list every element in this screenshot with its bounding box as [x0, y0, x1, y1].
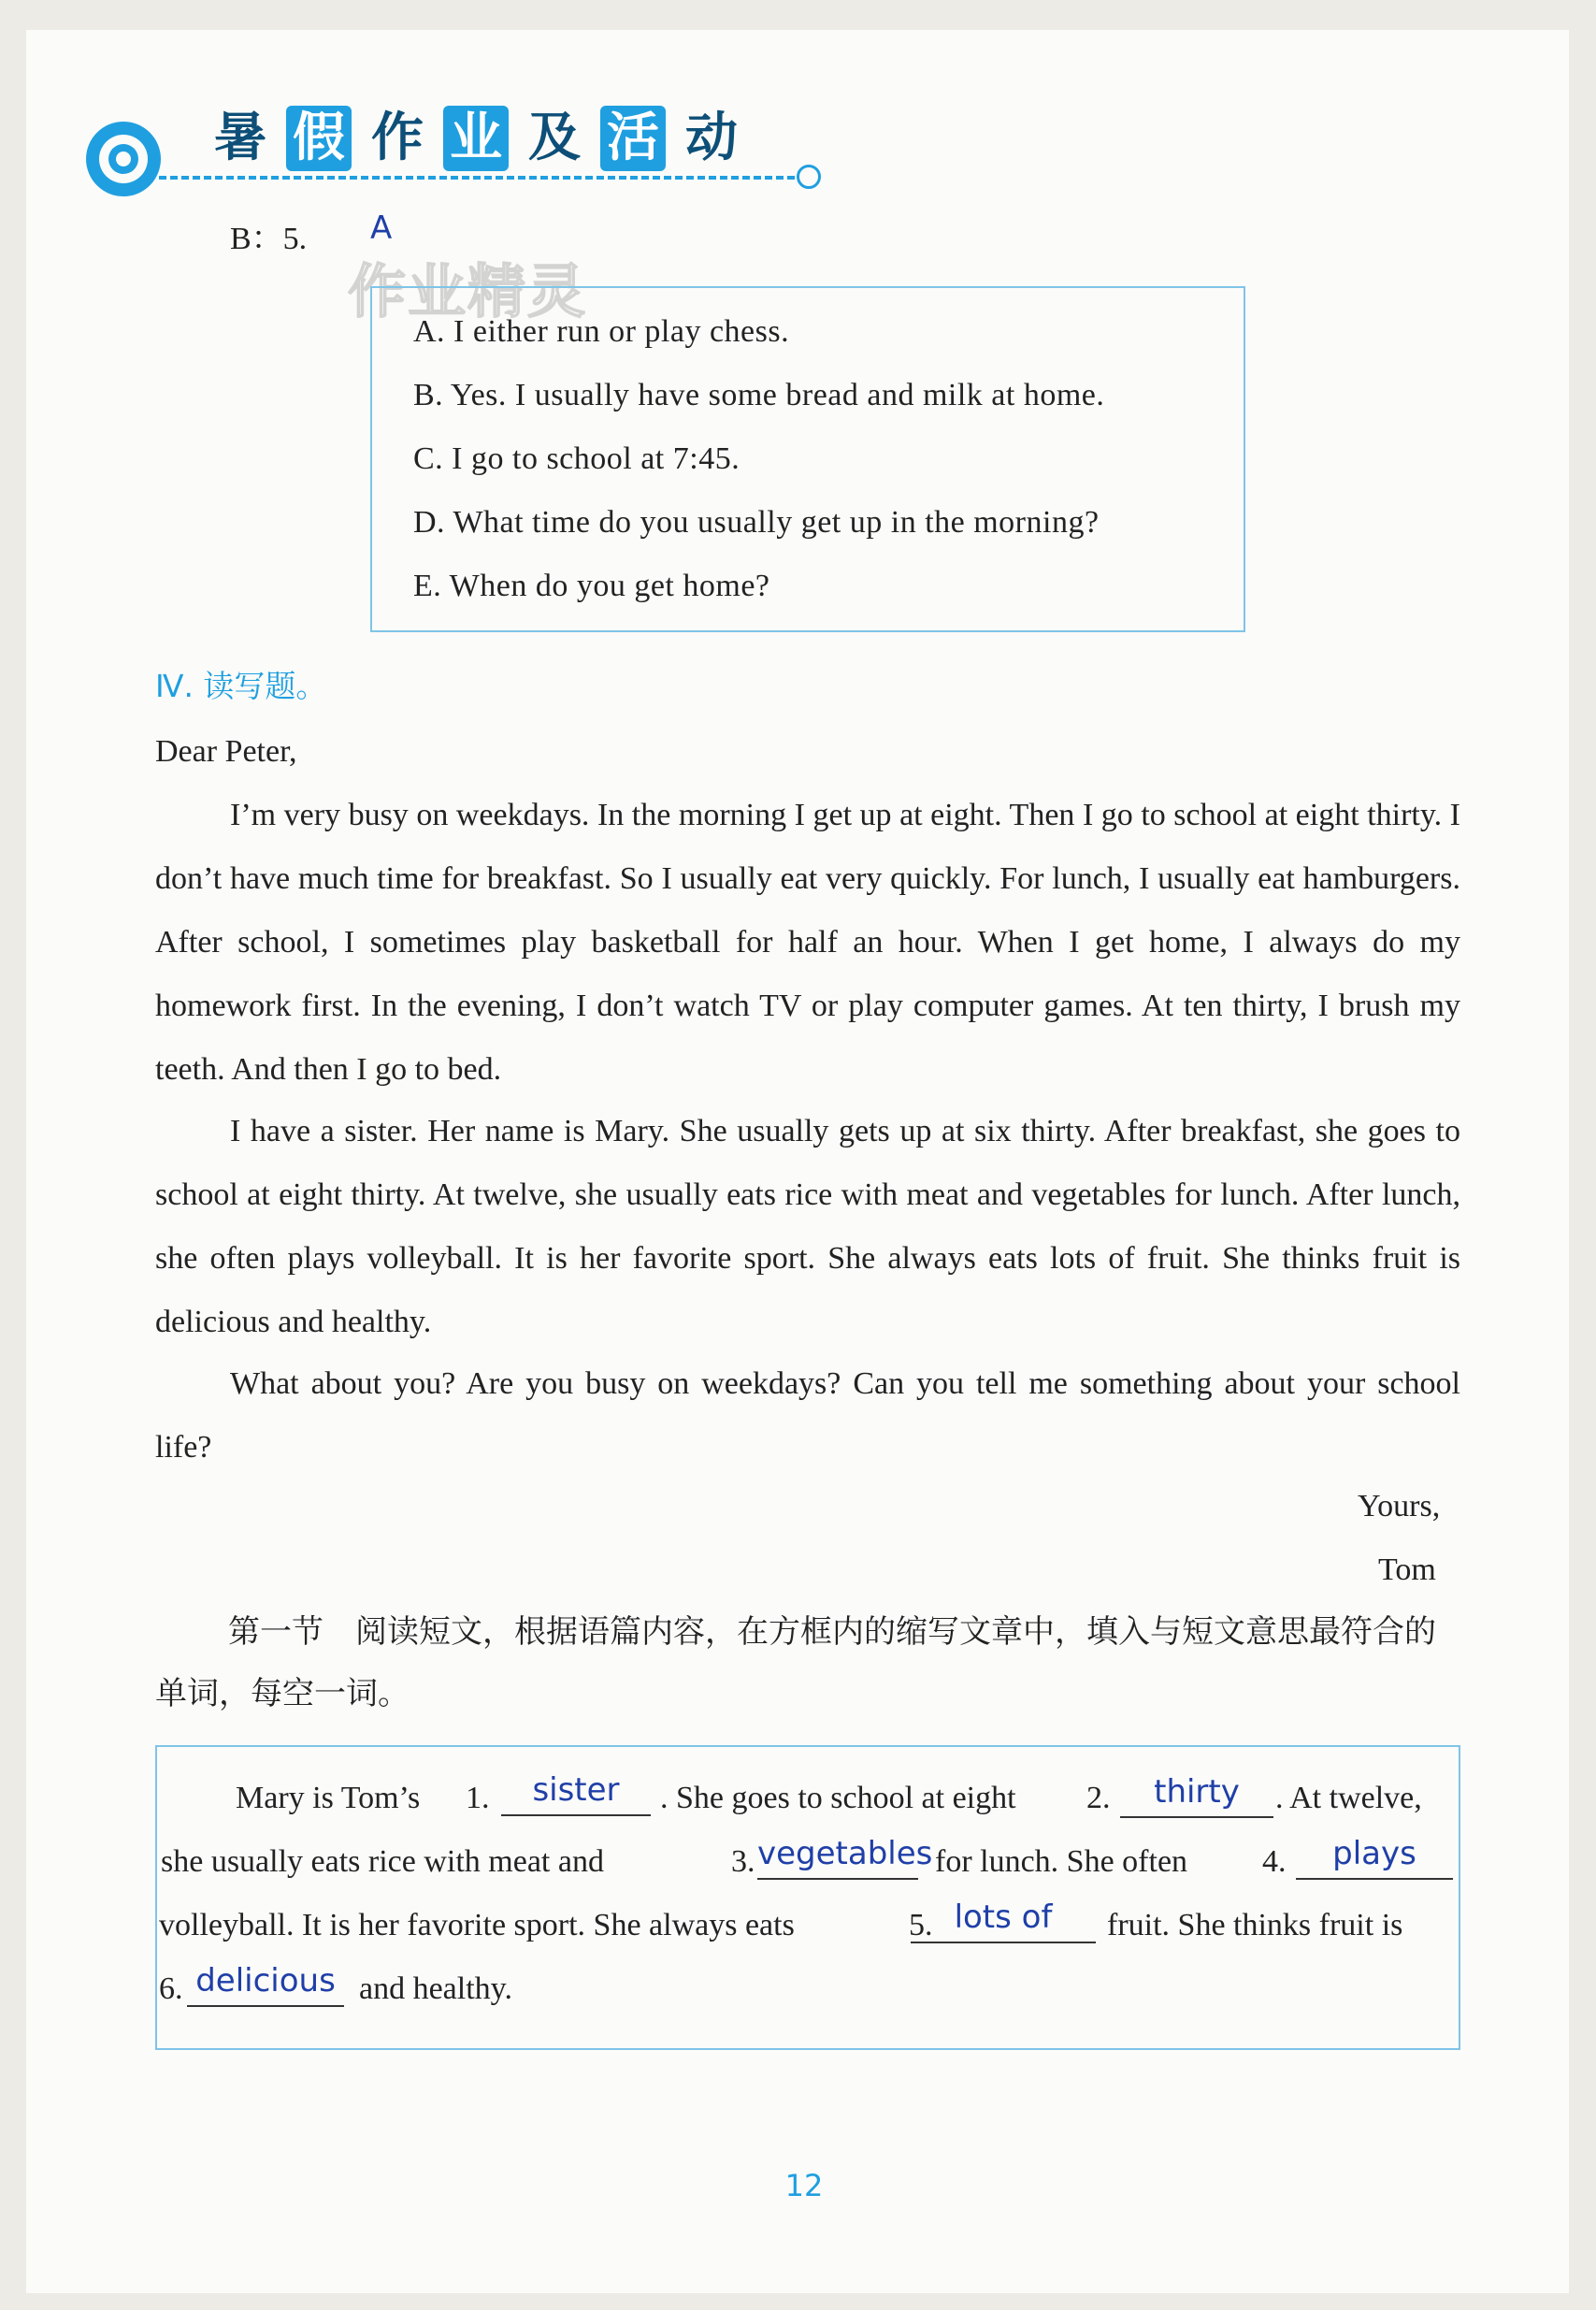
header-char: 暑 — [214, 108, 266, 168]
header-title — [208, 105, 744, 172]
blank-number: 6. — [159, 1971, 183, 2006]
instruction: 第一节 阅读短文，根据语篇内容，在方框内的缩写文章中，填入与短文意思最符合的单词，每空一词。 — [155, 1613, 1436, 1712]
option-a: A. I either run or play chess. — [413, 314, 790, 349]
summary-text: Mary is Tom’s — [236, 1781, 421, 1815]
letter-salutation: Dear Peter, — [155, 734, 297, 769]
summary-text: fruit. She thinks fruit is — [1107, 1908, 1403, 1942]
page-number: 12 — [762, 2168, 846, 2209]
target-logo-icon — [86, 122, 161, 196]
blank-number: 2. — [1086, 1781, 1111, 1815]
part-b-label: B：5. — [230, 222, 308, 256]
option-d: D. What time do you usually get up in the morning? — [413, 505, 1100, 540]
header-char: 及 — [528, 108, 581, 168]
summary-text: . At twelve, — [1275, 1781, 1422, 1815]
header-divider — [159, 176, 795, 180]
answer-blank-3[interactable]: vegetables — [757, 1835, 918, 1880]
letter-paragraph-2: I have a sister. Her name is Mary. She usually gets up at six thirty. After breakfast, she goes to school at eight thirty. At twelve, she usually eats rice with meat and vegetables for lunch. After lunch, she often plays volleyball. It is her favorite sport. She always eats lots of fruit. She thinks fruit is delicious and healthy. — [155, 1114, 1460, 1339]
header-char: 作 — [371, 108, 424, 168]
blank-number: 3. — [731, 1844, 755, 1879]
option-b: B. Yes. I usually have some bread and milk at home. — [413, 378, 1105, 412]
header-char: 业 — [443, 106, 509, 171]
part-b-answer: A — [370, 209, 393, 247]
summary-text: she usually eats rice with meat and — [161, 1844, 604, 1879]
answer-blank-4[interactable]: plays — [1296, 1835, 1453, 1880]
letter-signature: Tom — [1378, 1552, 1436, 1587]
divider-end-circle-icon — [797, 165, 821, 189]
summary-text: volleyball. It is her favorite sport. She always eats — [159, 1908, 795, 1942]
letter-paragraph-3: What about you? Are you busy on weekdays? Can you tell me something about your school life? — [155, 1366, 1460, 1465]
answer-blank-5[interactable]: lots of — [911, 1899, 1096, 1943]
option-c: C. I go to school at 7:45. — [413, 441, 740, 476]
header-char: 活 — [600, 106, 666, 171]
summary-text: for lunch. She often — [935, 1844, 1188, 1879]
answer-blank-2[interactable]: thirty — [1120, 1773, 1273, 1818]
blank-number: 5. — [909, 1908, 933, 1942]
header-char: 假 — [286, 106, 352, 171]
summary-text: and healthy. — [359, 1971, 512, 2006]
summary-text: . She goes to school at eight — [660, 1781, 1016, 1815]
blank-number: 1. — [466, 1781, 490, 1815]
blank-number: 4. — [1262, 1844, 1287, 1879]
watermark: 作业精灵 — [348, 257, 588, 325]
letter-paragraph-1: I’m very busy on weekdays. In the morning I get up at eight. Then I go to school at eight thirty. I don’t have much time for breakfast. So I usually eat very quickly. For lunch, I usually eat hamburgers. After school, I sometimes play basketball for half an hour. When I get home, I always do my homework first. In the evening, I don’t watch TV or play computer games. At ten thirty, I brush my teeth. And then I go to bed. — [155, 798, 1460, 1087]
section-title: Ⅳ. 读写题。 — [155, 668, 327, 704]
letter-closing: Yours, — [1358, 1489, 1441, 1523]
option-e: E. When do you get home? — [413, 569, 770, 603]
answer-blank-1[interactable]: sister — [501, 1771, 651, 1816]
answer-blank-6[interactable]: delicious — [187, 1962, 344, 2007]
header-char: 动 — [685, 108, 738, 168]
